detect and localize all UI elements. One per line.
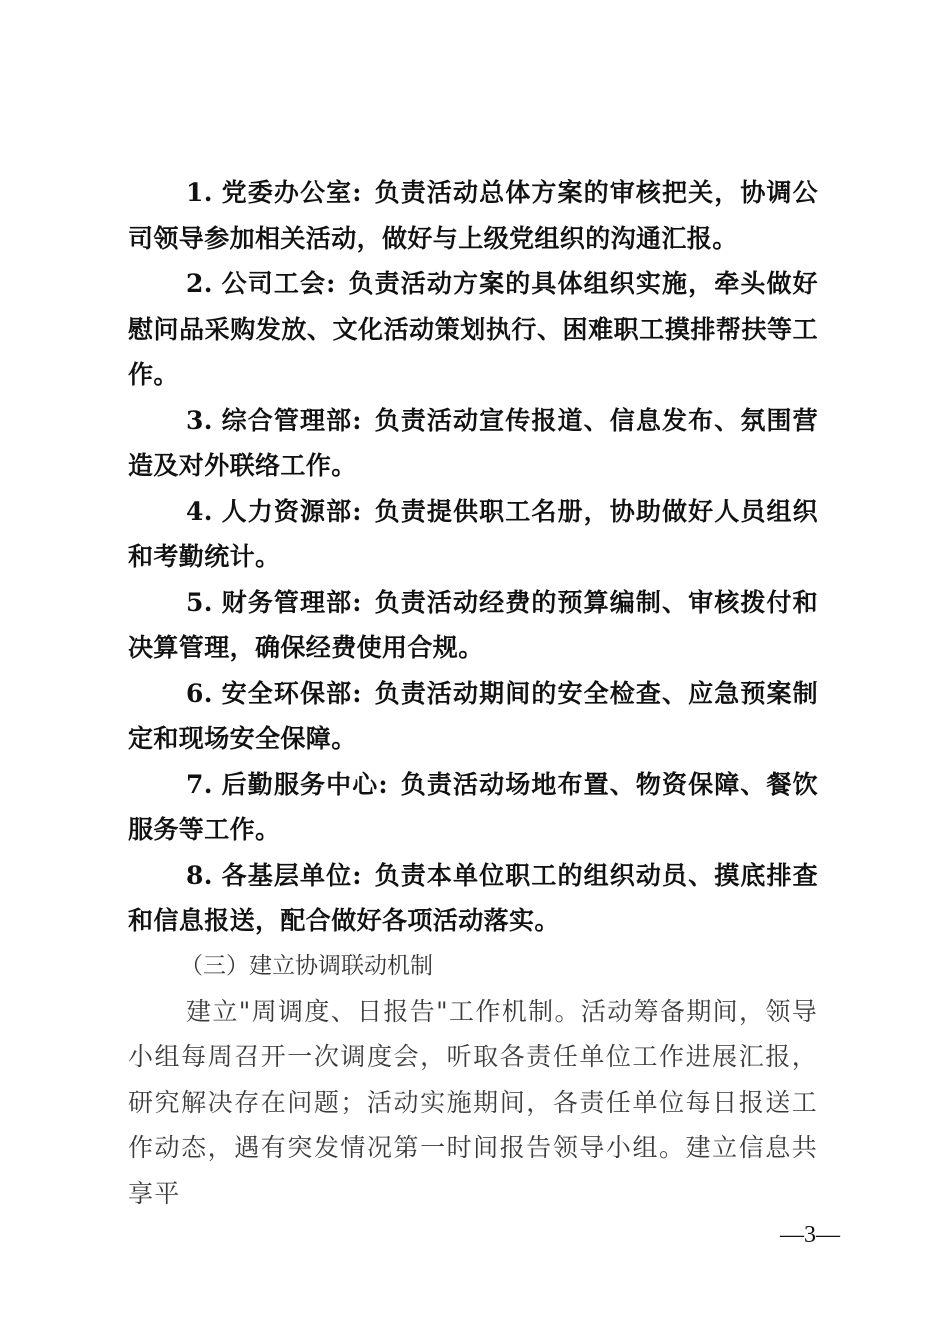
- responsibility-text: 负责活动场地布置、物资保障、餐饮服务等工作。: [128, 769, 819, 844]
- item-number: 6.: [186, 678, 213, 708]
- section-paragraph: 建立"周调度、日报告"工作机制。活动筹备期间，领导小组每周召开一次调度会，听取各责任单位工作进展汇报，研究解决存在问题；活动实施期间，各责任单位每日报送工作动态，遇有突发情况第一时间报告领导小组。建立信息共享平: [128, 996, 818, 1208]
- section-heading: （三）建立协调联动机制: [180, 952, 433, 979]
- responsibility-text: 负责活动宣传报道、信息发布、氛围营造及对外联络工作。: [128, 405, 818, 480]
- responsibility-text: 负责活动经费的预算编制、审核拨付和决算管理，确保经费使用合规。: [128, 587, 818, 662]
- responsibility-text: 负责活动方案的具体组织实施，牵头做好慰问品采购发放、文化活动策划执行、困难职工摸排帮扶等工作。: [128, 269, 819, 389]
- responsibility-item-2: [128, 261, 818, 398]
- department-name: 安全环保部:: [220, 678, 362, 708]
- responsibility-item-5: [128, 580, 818, 671]
- responsibility-item-6: [128, 671, 818, 762]
- item-number: 8.: [186, 860, 213, 890]
- department-name: 综合管理部:: [220, 405, 362, 435]
- department-name: 后勤服务中心:: [220, 769, 389, 799]
- department-name: 各基层单位:: [220, 860, 362, 890]
- responsibility-item-7: [128, 762, 818, 853]
- responsibility-text: 负责活动期间的安全检查、应急预案制定和现场安全保障。: [128, 678, 818, 753]
- department-name: 党委办公室:: [220, 178, 362, 207]
- page-number: —3—: [780, 1222, 840, 1248]
- responsibility-item-4: [128, 489, 818, 580]
- responsibility-text: 负责提供职工名册，协助做好人员组织和考勤统计。: [128, 496, 818, 571]
- item-number: 4.: [186, 496, 213, 526]
- document-body: [128, 170, 818, 1216]
- item-number: 7.: [186, 769, 213, 799]
- responsibility-item-8: [128, 853, 818, 944]
- department-name: 财务管理部:: [220, 587, 362, 617]
- item-number: 1.: [186, 178, 213, 207]
- department-name: 人力资源部:: [220, 496, 362, 526]
- responsibility-text: 负责本单位职工的组织动员、摸底排查和信息报送，配合做好各项活动落实。: [128, 860, 818, 935]
- item-number: 3.: [186, 405, 213, 435]
- item-number: 5.: [186, 587, 213, 617]
- department-name: 公司工会:: [220, 269, 336, 298]
- responsibility-item-3: [128, 398, 818, 489]
- responsibility-text: 负责活动总体方案的审核把关，协调公司领导参加相关活动，做好与上级党组织的沟通汇报。: [128, 178, 818, 253]
- item-number: 2.: [186, 269, 213, 298]
- responsibility-item-1: [128, 170, 818, 261]
